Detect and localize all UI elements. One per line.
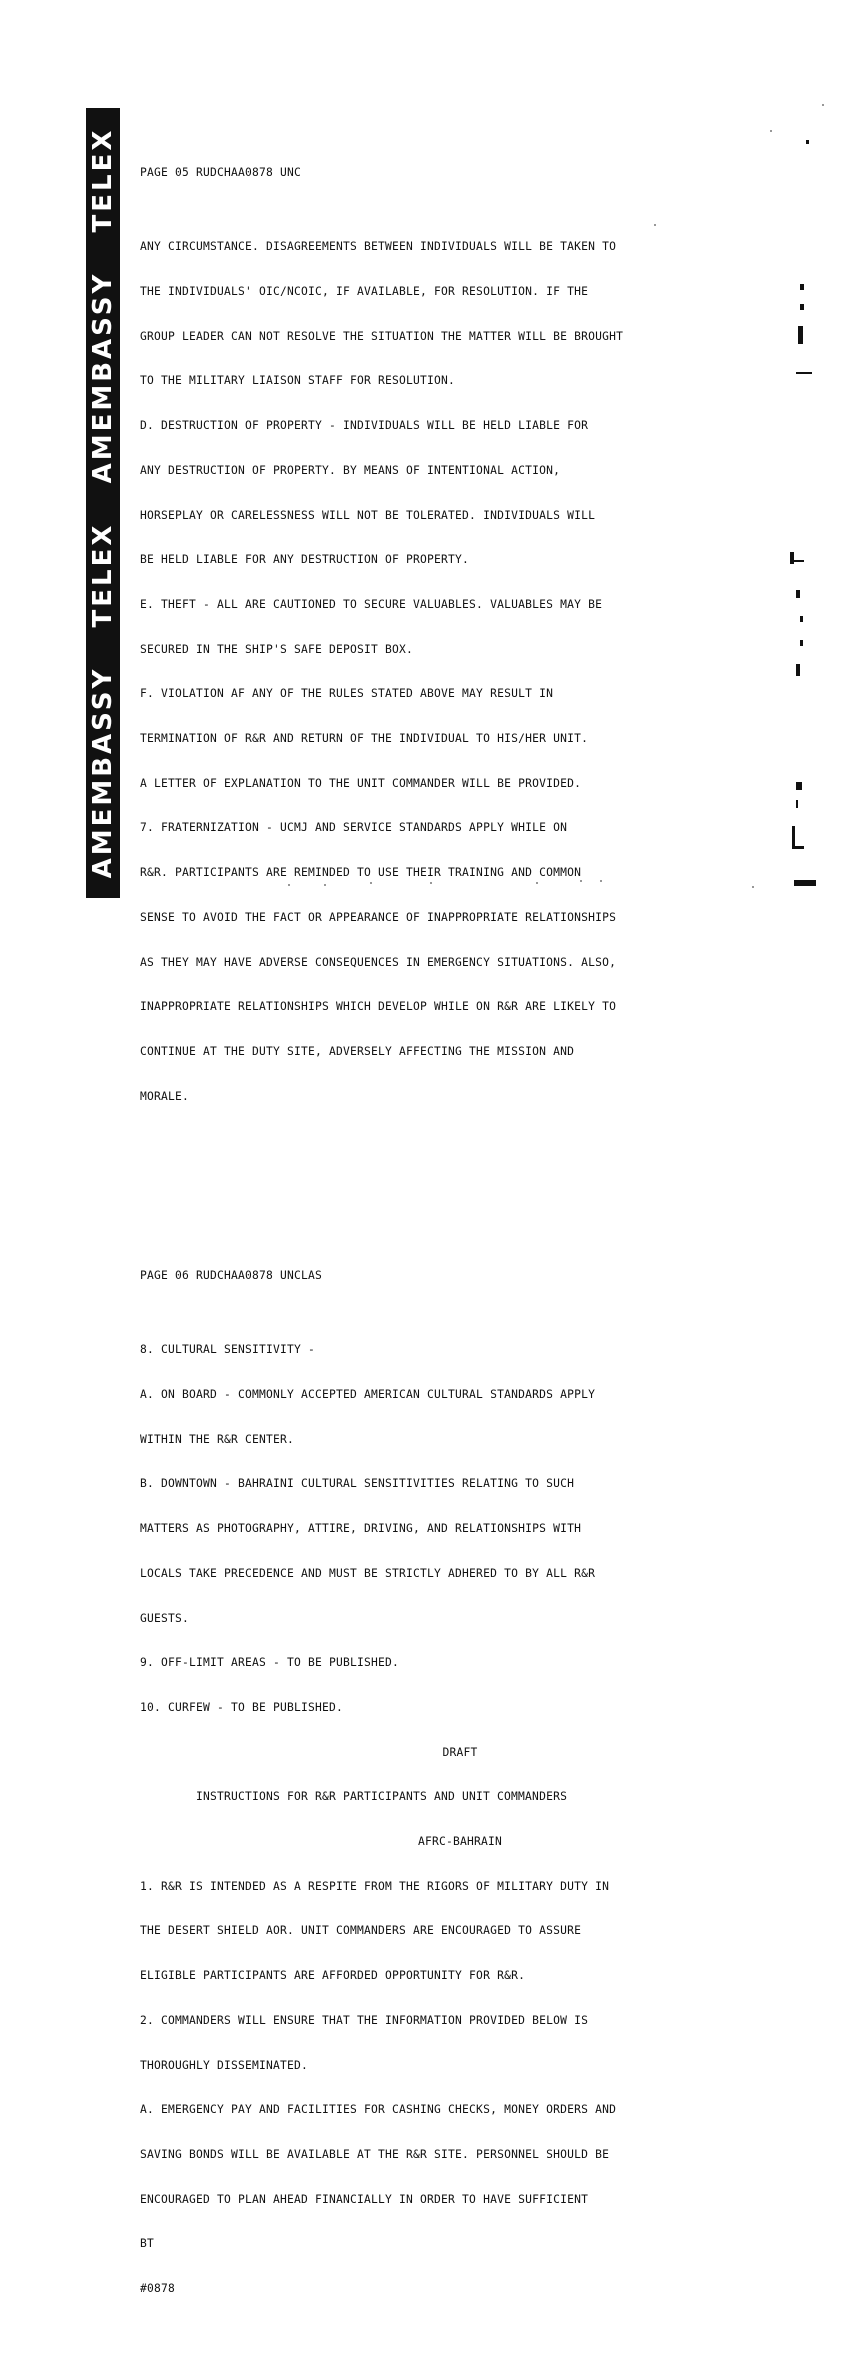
telex-text [140,136,700,2357]
text-line: A LETTER OF EXPLANATION TO THE UNIT COMMANDER WILL BE PROVIDED. [140,776,582,790]
band-word: AMEMBASSY [88,666,118,879]
scan-speck [752,886,754,888]
text-line: MORALE. [140,1089,190,1103]
text-line: ELIGIBLE PARTICIPANTS ARE AFFORDED OPPORTUNITY FOR R&R. [140,1969,526,1983]
text-line: A. EMERGENCY PAY AND FACILITIES FOR CASHING CHECKS, MONEY ORDERS AND [140,2103,617,2117]
page-05-body [140,211,700,1135]
text-line: CONTINUE AT THE DUTY SITE, ADVERSELY AFFECTING THE MISSION AND [140,1044,575,1058]
scan-speck [770,130,772,132]
band-label [86,108,120,898]
margin-mark [806,140,809,144]
text-line: ANY DESTRUCTION OF PROPERTY. BY MEANS OF INTENTIONAL ACTION, [140,463,561,477]
text-line: 8. CULTURAL SENSITIVITY - [140,1343,316,1357]
scan-speck [370,882,372,884]
band-word: AMEMBASSY [88,271,118,484]
text-line: 2. COMMANDERS WILL ENSURE THAT THE INFORMATION PROVIDED BELOW IS [140,2013,589,2027]
text-line: E. THEFT - ALL ARE CAUTIONED TO SECURE VALUABLES. VALUABLES MAY BE [140,597,603,611]
text-line: 9. OFF-LIMIT AREAS - TO BE PUBLISHED. [140,1656,400,1670]
margin-mark [794,560,804,562]
text-line: SENSE TO AVOID THE FACT OR APPEARANCE OF INAPPROPRIATE RELATIONSHIPS [140,910,617,924]
text-line: HORSEPLAY OR CARELESSNESS WILL NOT BE TOLERATED. INDIVIDUALS WILL [140,508,596,522]
draft-label: DRAFT [442,1745,478,1759]
margin-mark [796,372,812,374]
instructions-subtitle: AFRC-BAHRAIN [417,1835,502,1849]
margin-mark [800,616,803,622]
text-line: MATTERS AS PHOTOGRAPHY, ATTIRE, DRIVING, AND RELATIONSHIPS WITH [140,1522,582,1536]
margin-mark [792,826,795,848]
margin-mark [792,846,804,849]
margin-mark [796,800,798,808]
scan-speck [536,882,538,884]
scan-speck [288,884,290,886]
text-line: INAPPROPRIATE RELATIONSHIPS WHICH DEVELOP WHILE ON R&R ARE LIKELY TO [140,1000,617,1014]
text-line: AS THEY MAY HAVE ADVERSE CONSEQUENCES IN EMERGENCY SITUATIONS. ALSO, [140,955,617,969]
text-line: ENCOURAGED TO PLAN AHEAD FINANCIALLY IN ORDER TO HAVE SUFFICIENT [140,2192,589,2206]
text-line: ANY CIRCUMSTANCE. DISAGREEMENTS BETWEEN INDIVIDUALS WILL BE TAKEN TO [140,240,617,254]
scan-speck [600,880,602,882]
scan-speck [822,104,824,106]
margin-mark [800,304,804,310]
text-line: D. DESTRUCTION OF PROPERTY - INDIVIDUALS WILL BE HELD LIABLE FOR [140,419,589,433]
scan-speck [654,224,656,226]
footer-number: #0878 [140,2282,176,2296]
text-line: TERMINATION OF R&R AND RETURN OF THE INDIVIDUAL TO HIS/HER UNIT. [140,732,589,746]
text-line: R&R. PARTICIPANTS ARE REMINDED TO USE THEIR TRAINING AND COMMON [140,866,582,880]
text-line: BE HELD LIABLE FOR ANY DESTRUCTION OF PROPERTY. [140,553,470,567]
text-line: WITHIN THE R&R CENTER. [140,1432,295,1446]
text-line: SECURED IN THE SHIP'S SAFE DEPOSIT BOX. [140,642,414,656]
band-word: TELEX [88,522,118,628]
scan-speck [430,882,432,884]
text-line: F. VIOLATION AF ANY OF THE RULES STATED ABOVE MAY RESULT IN [140,687,554,701]
text-line: 1. R&R IS INTENDED AS A RESPITE FROM THE RIGORS OF MILITARY DUTY IN [140,1879,610,1893]
page-header: PAGE 06 RUDCHAA0878 UNCLAS [140,1268,323,1282]
margin-mark [800,640,803,646]
margin-mark [796,590,800,598]
text-line: THOROUGHLY DISSEMINATED. [140,2058,309,2072]
text-line: 7. FRATERNIZATION - UCMJ AND SERVICE STANDARDS APPLY WHILE ON [140,821,568,835]
scan-speck [580,880,582,882]
text-line: TO THE MILITARY LIAISON STAFF FOR RESOLUTION. [140,374,456,388]
margin-mark [794,880,816,886]
text-line: LOCALS TAKE PRECEDENCE AND MUST BE STRICTLY ADHERED TO BY ALL R&R [140,1566,596,1580]
text-line: A. ON BOARD - COMMONLY ACCEPTED AMERICAN CULTURAL STANDARDS APPLY [140,1388,596,1402]
text-line: THE INDIVIDUALS' OIC/NCOIC, IF AVAILABLE, FOR RESOLUTION. IF THE [140,285,589,299]
band-word: TELEX [88,127,118,233]
text-line: GROUP LEADER CAN NOT RESOLVE THE SITUATION THE MATTER WILL BE BROUGHT [140,329,624,343]
margin-mark [800,284,804,290]
text-line: SAVING BONDS WILL BE AVAILABLE AT THE R&R SITE. PERSONNEL SHOULD BE [140,2148,610,2161]
margin-mark [790,552,794,564]
page-header: PAGE 05 RUDCHAA0878 UNC [140,165,302,179]
footer-bt: BT [140,2237,155,2251]
page-06-body [140,1314,700,2327]
margin-mark [796,782,802,790]
instructions-title: INSTRUCTIONS FOR R&R PARTICIPANTS AND UNIT COMMANDERS [196,1790,568,1804]
margin-mark [798,326,803,344]
scan-speck [324,884,326,886]
margin-mark [796,664,800,676]
text-line: THE DESERT SHIELD AOR. UNIT COMMANDERS ARE ENCOURAGED TO ASSURE [140,1924,582,1938]
text-line: B. DOWNTOWN - BAHRAINI CULTURAL SENSITIVITIES RELATING TO SUCH [140,1477,575,1491]
text-line: 10. CURFEW - TO BE PUBLISHED. [140,1700,344,1714]
text-line: GUESTS. [140,1611,190,1625]
